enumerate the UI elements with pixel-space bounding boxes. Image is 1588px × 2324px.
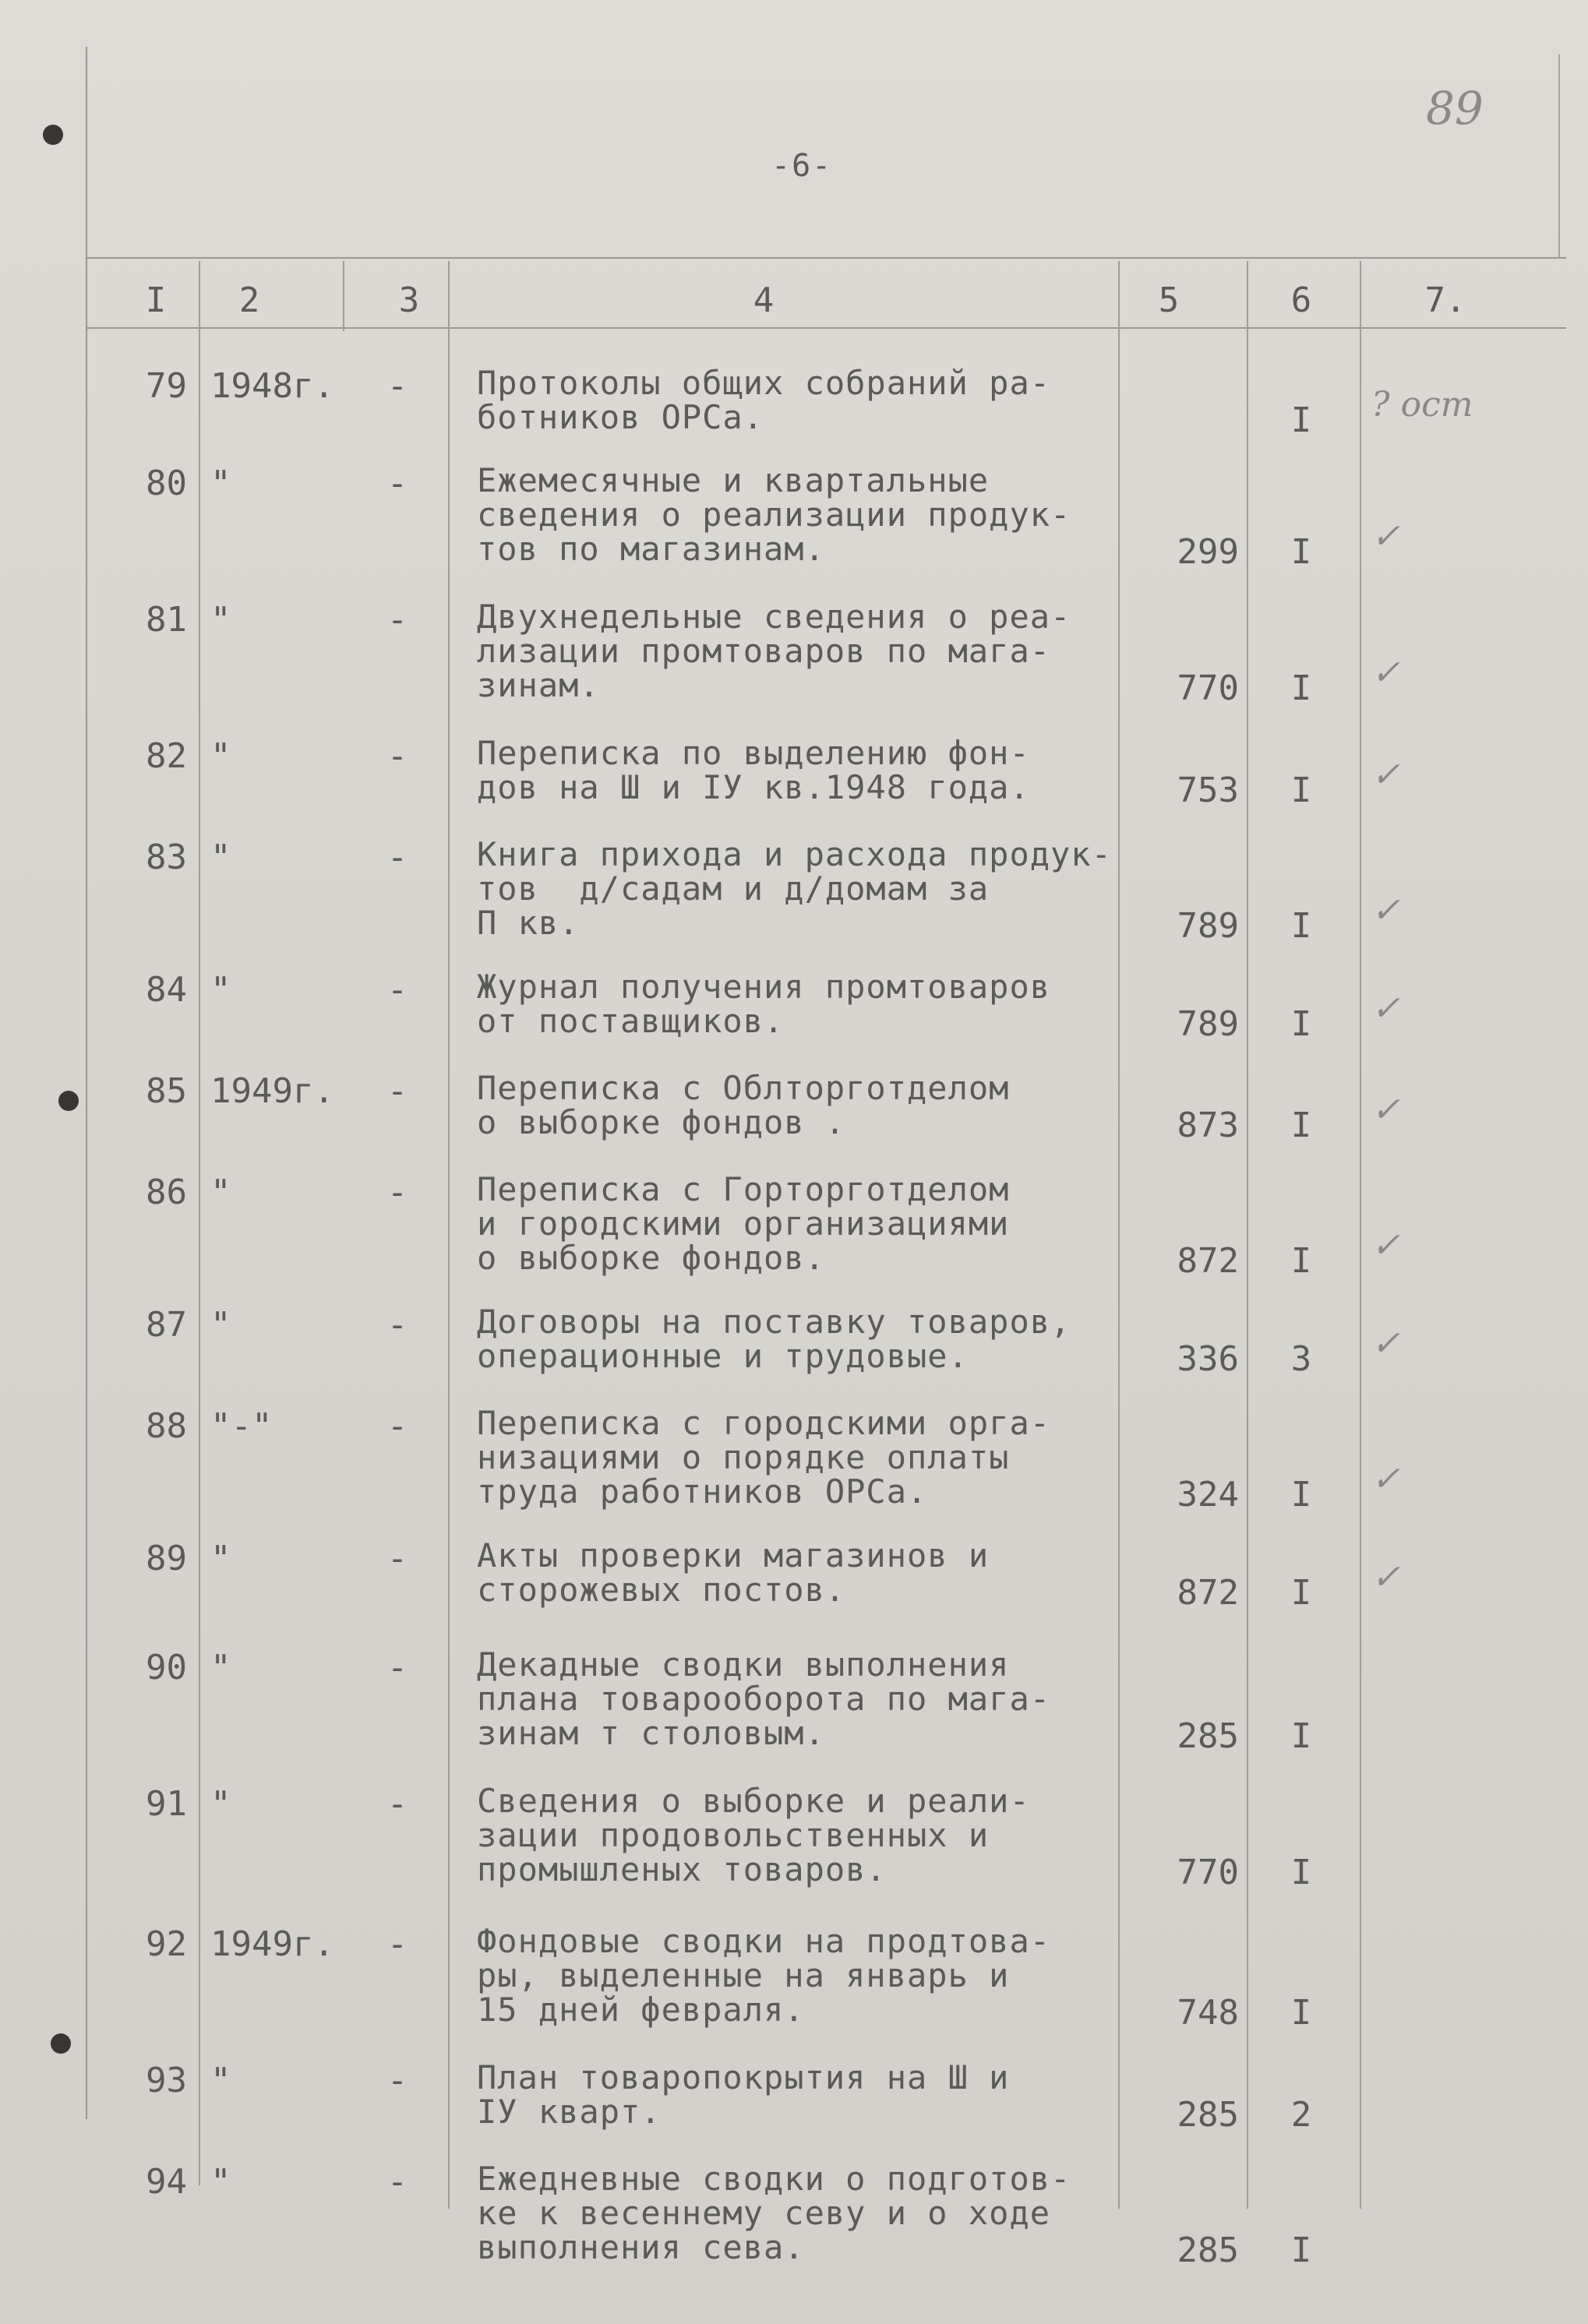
- row-number: 79: [146, 366, 187, 406]
- row-mark: ✓: [1371, 1557, 1400, 1597]
- row-col5: 872: [1177, 1241, 1239, 1281]
- row-col3: -: [386, 600, 408, 640]
- row-col6: I: [1290, 532, 1312, 572]
- column-divider: [448, 261, 450, 2209]
- row-col6: I: [1290, 1475, 1312, 1515]
- row-year: ": [210, 1539, 231, 1578]
- row-col5: 753: [1177, 771, 1239, 810]
- row-col6: I: [1290, 1716, 1312, 1756]
- row-col6: 2: [1290, 2095, 1312, 2135]
- row-number: 80: [146, 464, 187, 503]
- row-col6: I: [1290, 1573, 1312, 1613]
- row-col3: -: [386, 1648, 408, 1687]
- row-year: ": [210, 838, 231, 877]
- col-header-4: 4: [753, 280, 775, 320]
- row-col3: -: [386, 970, 408, 1010]
- row-col3: -: [386, 1784, 408, 1824]
- row-year: ": [210, 736, 231, 776]
- row-title: Книга прихода и расхода продук- тов д/садам и д/домам за П кв.: [477, 835, 1112, 942]
- row-title: Договоры на поставку товаров, операционные и трудовые.: [477, 1303, 1071, 1375]
- row-mark: ✓: [1371, 517, 1400, 556]
- punch-hole: [43, 125, 63, 145]
- row-col3: -: [386, 2162, 408, 2202]
- row-number: 86: [146, 1173, 187, 1212]
- left-margin-line: [86, 47, 87, 2119]
- row-title: Переписка по выделению фон- дов на Ш и IУ кв.1948 года.: [477, 734, 1030, 806]
- row-col5: 770: [1177, 668, 1239, 708]
- right-margin-line: [1558, 55, 1560, 257]
- row-mark: ✓: [1371, 1090, 1400, 1130]
- row-col5: 285: [1177, 2231, 1239, 2270]
- row-number: 93: [146, 2061, 187, 2100]
- row-title: Двухнедельные сведения о реа- лизации промтоваров по мага- зинам.: [477, 598, 1071, 704]
- row-col6: I: [1290, 771, 1312, 810]
- row-number: 94: [146, 2162, 187, 2202]
- row-col3: -: [386, 464, 408, 503]
- row-title: План товаропокрытия на Ш и IУ кварт.: [477, 2058, 1010, 2131]
- col-header-3: 3: [398, 280, 420, 320]
- row-col5: 770: [1177, 1853, 1239, 1892]
- row-col3: -: [386, 1406, 408, 1446]
- row-year: ": [210, 600, 231, 640]
- row-col3: -: [386, 366, 408, 406]
- row-year: ": [210, 464, 231, 503]
- row-year: 1949г.: [210, 1071, 334, 1111]
- row-year: ": [210, 970, 231, 1010]
- row-col6: I: [1290, 1004, 1312, 1044]
- row-title: Журнал получения промтоваров от поставщиков.: [477, 968, 1051, 1040]
- row-title: Переписка с Облторготделом о выборке фондов .: [477, 1069, 1010, 1141]
- row-number: 92: [146, 1924, 187, 1964]
- col-header-2: 2: [238, 280, 260, 320]
- row-col5: 285: [1177, 1716, 1239, 1756]
- row-col3: -: [386, 1924, 408, 1964]
- row-col5: 324: [1177, 1475, 1239, 1515]
- row-mark: ✓: [1371, 755, 1400, 795]
- row-col6: I: [1290, 2231, 1312, 2270]
- handwritten-sheet-number: 89: [1426, 82, 1484, 135]
- row-title: Ежемесячные и квартальные сведения о реализации продук- тов по магазинам.: [477, 461, 1071, 568]
- row-number: 81: [146, 600, 187, 640]
- punch-hole: [58, 1091, 79, 1111]
- row-title: Ежедневные сводки о подготов- ке к весеннему севу и о ходе выполнения сева.: [477, 2160, 1071, 2266]
- row-title: Протоколы общих собраний ра- ботников ОРСа.: [477, 364, 1051, 436]
- row-year: ": [210, 1173, 231, 1212]
- row-number: 91: [146, 1784, 187, 1824]
- row-mark: ✓: [1371, 989, 1400, 1028]
- row-col5: 789: [1177, 906, 1239, 946]
- col-header-5: 5: [1158, 280, 1180, 320]
- row-title: Декадные сводки выполнения плана товарооборота по мага- зинам т столовым.: [477, 1645, 1051, 1752]
- row-number: 87: [146, 1305, 187, 1345]
- header-bottom-border: [86, 327, 1566, 329]
- column-divider: [1360, 261, 1361, 2209]
- row-number: 90: [146, 1648, 187, 1687]
- row-mark: ✓: [1371, 1459, 1400, 1499]
- row-year: ": [210, 2061, 231, 2100]
- row-year: "-": [210, 1406, 273, 1446]
- row-mark: ✓: [1371, 1225, 1400, 1265]
- row-number: 83: [146, 838, 187, 877]
- row-title: Переписка с Горторготделом и городскими организациями о выборке фондов.: [477, 1170, 1010, 1277]
- row-col6: I: [1290, 1853, 1312, 1892]
- row-number: 82: [146, 736, 187, 776]
- col-header-1: I: [145, 280, 167, 320]
- row-col5: 872: [1177, 1573, 1239, 1613]
- row-col3: -: [386, 1071, 408, 1111]
- row-mark: ✓: [1371, 653, 1400, 693]
- row-col6: I: [1290, 1993, 1312, 2033]
- punch-hole: [51, 2033, 71, 2054]
- col-header-7: 7.: [1424, 280, 1466, 320]
- row-title: Акты проверки магазинов и сторожевых постов.: [477, 1536, 990, 1609]
- row-col3: -: [386, 1305, 408, 1345]
- row-col6: I: [1290, 1241, 1312, 1281]
- row-col6: I: [1290, 668, 1312, 708]
- row-year: 1949г.: [210, 1924, 334, 1964]
- row-col5: 285: [1177, 2095, 1239, 2135]
- page-number: -6-: [771, 148, 833, 184]
- row-number: 89: [146, 1539, 187, 1578]
- column-divider: [1247, 261, 1248, 2209]
- row-col6: 3: [1290, 1339, 1312, 1379]
- row-number: 85: [146, 1071, 187, 1111]
- row-year: 1948г.: [210, 366, 334, 406]
- column-divider: [343, 261, 344, 331]
- row-col3: -: [386, 736, 408, 776]
- row-number: 84: [146, 970, 187, 1010]
- col-header-6: 6: [1290, 280, 1312, 320]
- row-col3: -: [386, 838, 408, 877]
- row-col5: 873: [1177, 1106, 1239, 1145]
- row-year: ": [210, 1305, 231, 1345]
- row-year: ": [210, 2162, 231, 2202]
- row-mark: ✓: [1371, 1324, 1400, 1363]
- row-col6: I: [1290, 906, 1312, 946]
- row-col5: 299: [1177, 532, 1239, 572]
- row-col6: I: [1290, 400, 1312, 440]
- column-divider: [199, 261, 200, 2185]
- row-number: 88: [146, 1406, 187, 1446]
- row-year: ": [210, 1648, 231, 1687]
- row-year: ": [210, 1784, 231, 1824]
- row-col5: 748: [1177, 1993, 1239, 2033]
- table-top-border: [86, 257, 1566, 259]
- row-col3: -: [386, 1539, 408, 1578]
- row-mark: ✓: [1371, 890, 1400, 930]
- row-col5: 789: [1177, 1004, 1239, 1044]
- row-col3: -: [386, 2061, 408, 2100]
- row-col3: -: [386, 1173, 408, 1212]
- row-title: Сведения о выборке и реали- зации продовольственных и промышленых товаров.: [477, 1782, 1030, 1888]
- row-col5: 336: [1177, 1339, 1239, 1379]
- row-mark: ? ост: [1371, 385, 1473, 425]
- row-title: Фондовые сводки на продтова- ры, выделенные на январь и 15 дней февраля.: [477, 1922, 1051, 2029]
- row-title: Переписка с городскими орга- низациями о порядке оплаты труда работников ОРСа.: [477, 1404, 1051, 1511]
- row-col6: I: [1290, 1106, 1312, 1145]
